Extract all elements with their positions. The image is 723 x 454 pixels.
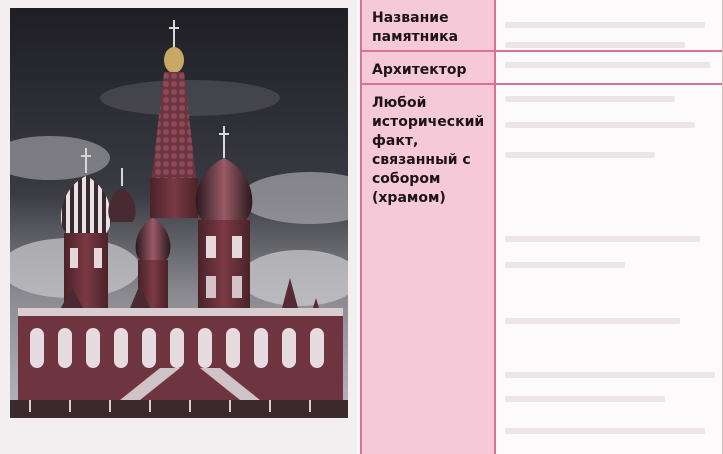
- table-row-monument-name: [360, 0, 723, 52]
- monument-info-table: [360, 0, 723, 454]
- row-label-historical-fact: Любой исторический факт, связанный с собором (храмом): [372, 95, 485, 206]
- table-row-historical-fact: [360, 85, 723, 454]
- historical-fact-field[interactable]: [500, 91, 715, 111]
- row-label-architect: Архитектор: [372, 62, 467, 78]
- row-label-monument-name: Название памятника: [372, 10, 459, 45]
- cathedral-illustration: [10, 8, 348, 418]
- monument-name-field[interactable]: [500, 6, 715, 26]
- cathedral-photo: [10, 8, 348, 418]
- table-row-architect: [360, 52, 723, 85]
- architect-field[interactable]: [500, 58, 715, 78]
- photo-frame: [0, 0, 357, 454]
